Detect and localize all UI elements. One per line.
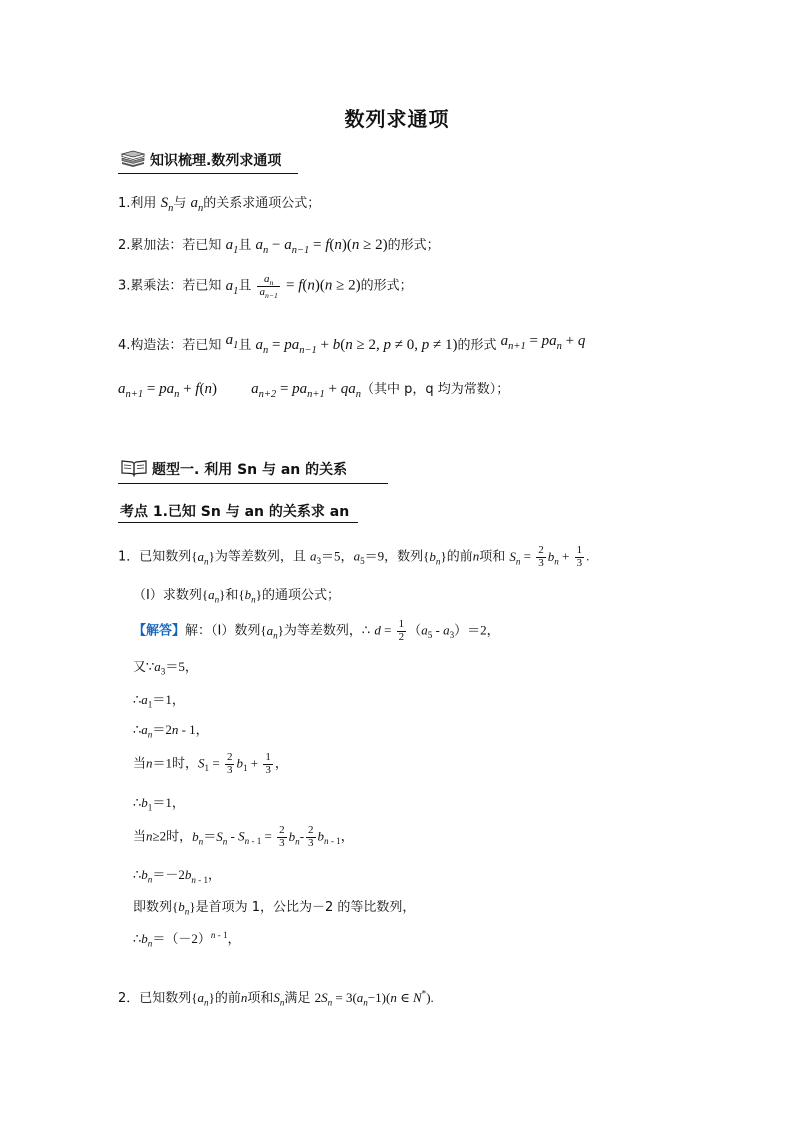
point1-heading: 考点 1.已知 Sn 与 an 的关系求 an	[120, 504, 350, 520]
knowledge-item-1: 1.利用 $S_n$与 $a_n$的关系求通项公式；	[118, 195, 321, 214]
open-book-icon	[120, 459, 148, 481]
knowledge-item-3: 3.累乘法：若已知 $a_1$且 $\frac{a_n}{a_{n-1}}$ = f(n)(n ≥ 2)的形式；	[118, 273, 413, 300]
q2-stem: 2．已知数列$\{a_n\}$的前n项和$S_n$满足 $2S_n = 3(a_n-1)(n$ ∈ N*).	[118, 988, 434, 1008]
q1-solution-9: 即数列$\{b_n\}$是首项为 1，公比为－2 的等比数列，	[133, 899, 416, 917]
point1-underline	[118, 522, 358, 523]
q1-solution-3: $\therefore a_1=1$，	[133, 692, 185, 710]
q1-solution-1: 【解答】解：（Ⅰ）数列$\{a_n\}$为等差数列，∴ d = $\frac{1}{2}$ $(a_5 - a_3)=2$，	[133, 618, 500, 643]
q1-solution-8: $\therefore b_n=-2b_{n - 1}$，	[133, 867, 222, 885]
q1-solution-5: 当n＝1时，$S_1$ = $\frac{2}{3}$ $b_1$ + $\frac{1}{3}$ ，	[133, 751, 288, 776]
type1-heading: 题型一. 利用 Sn 与 an 的关系	[120, 459, 347, 481]
q1-solution-4: $\therefore a_n=2n - 1$，	[133, 722, 209, 740]
books-icon	[120, 150, 146, 172]
knowledge-item-4-cont: $a_{n+1} = pa_n + f(n) a_{n+2} = pa_{n+1} + qa_n$（其中 p，q 均为常数）；	[118, 381, 510, 400]
q1-part1: （Ⅰ）求数列$\{a_n\}$和$\{b_n\}$的通项公式；	[133, 587, 340, 605]
q1-solution-10: $\therefore b_n=(-2)^{n - 1}$，	[133, 929, 241, 949]
knowledge-item-4: 4.构造法：若已知 $a_1$且 $a_n = pa_{n-1} + b(n \ge 2$, p ≠ 0, p ≠ 1)的形式 $a_{n+1} = pa_n + q$	[118, 332, 586, 356]
answer-tag: 【解答】	[133, 623, 186, 639]
type1-underline	[118, 483, 388, 484]
q1-solution-7: 当n≥2时，$b_n=S_n - S_{n - 1}$ = $\frac{2}{3}$ $b_n-$ $\frac{2}{3}$ $b_{n - 1}$，	[133, 824, 354, 849]
q1-solution-2: 又$\because a_3=5$，	[133, 659, 198, 677]
knowledge-heading: 知识梳理.数列求通项	[120, 150, 281, 172]
q1-stem: 1．已知数列$\{a_n\}$为等差数列，且 $a_3=5$，$a_5=9$，数列$\{b_n\}$的前n项和 $S_n$ = $\frac{2}{3}$ $b_n$ + $\frac{1}{3}$ .	[118, 544, 590, 569]
q1-solution-6: $\therefore b_1=1$，	[133, 795, 185, 813]
page-title: 数列求通项	[344, 107, 450, 131]
knowledge-item-2: 2.累加法：若已知 $a_1$且 $a_n - a_{n-1} = f(n)(n \ge 2)$的形式；	[118, 237, 440, 256]
knowledge-underline	[118, 173, 298, 174]
